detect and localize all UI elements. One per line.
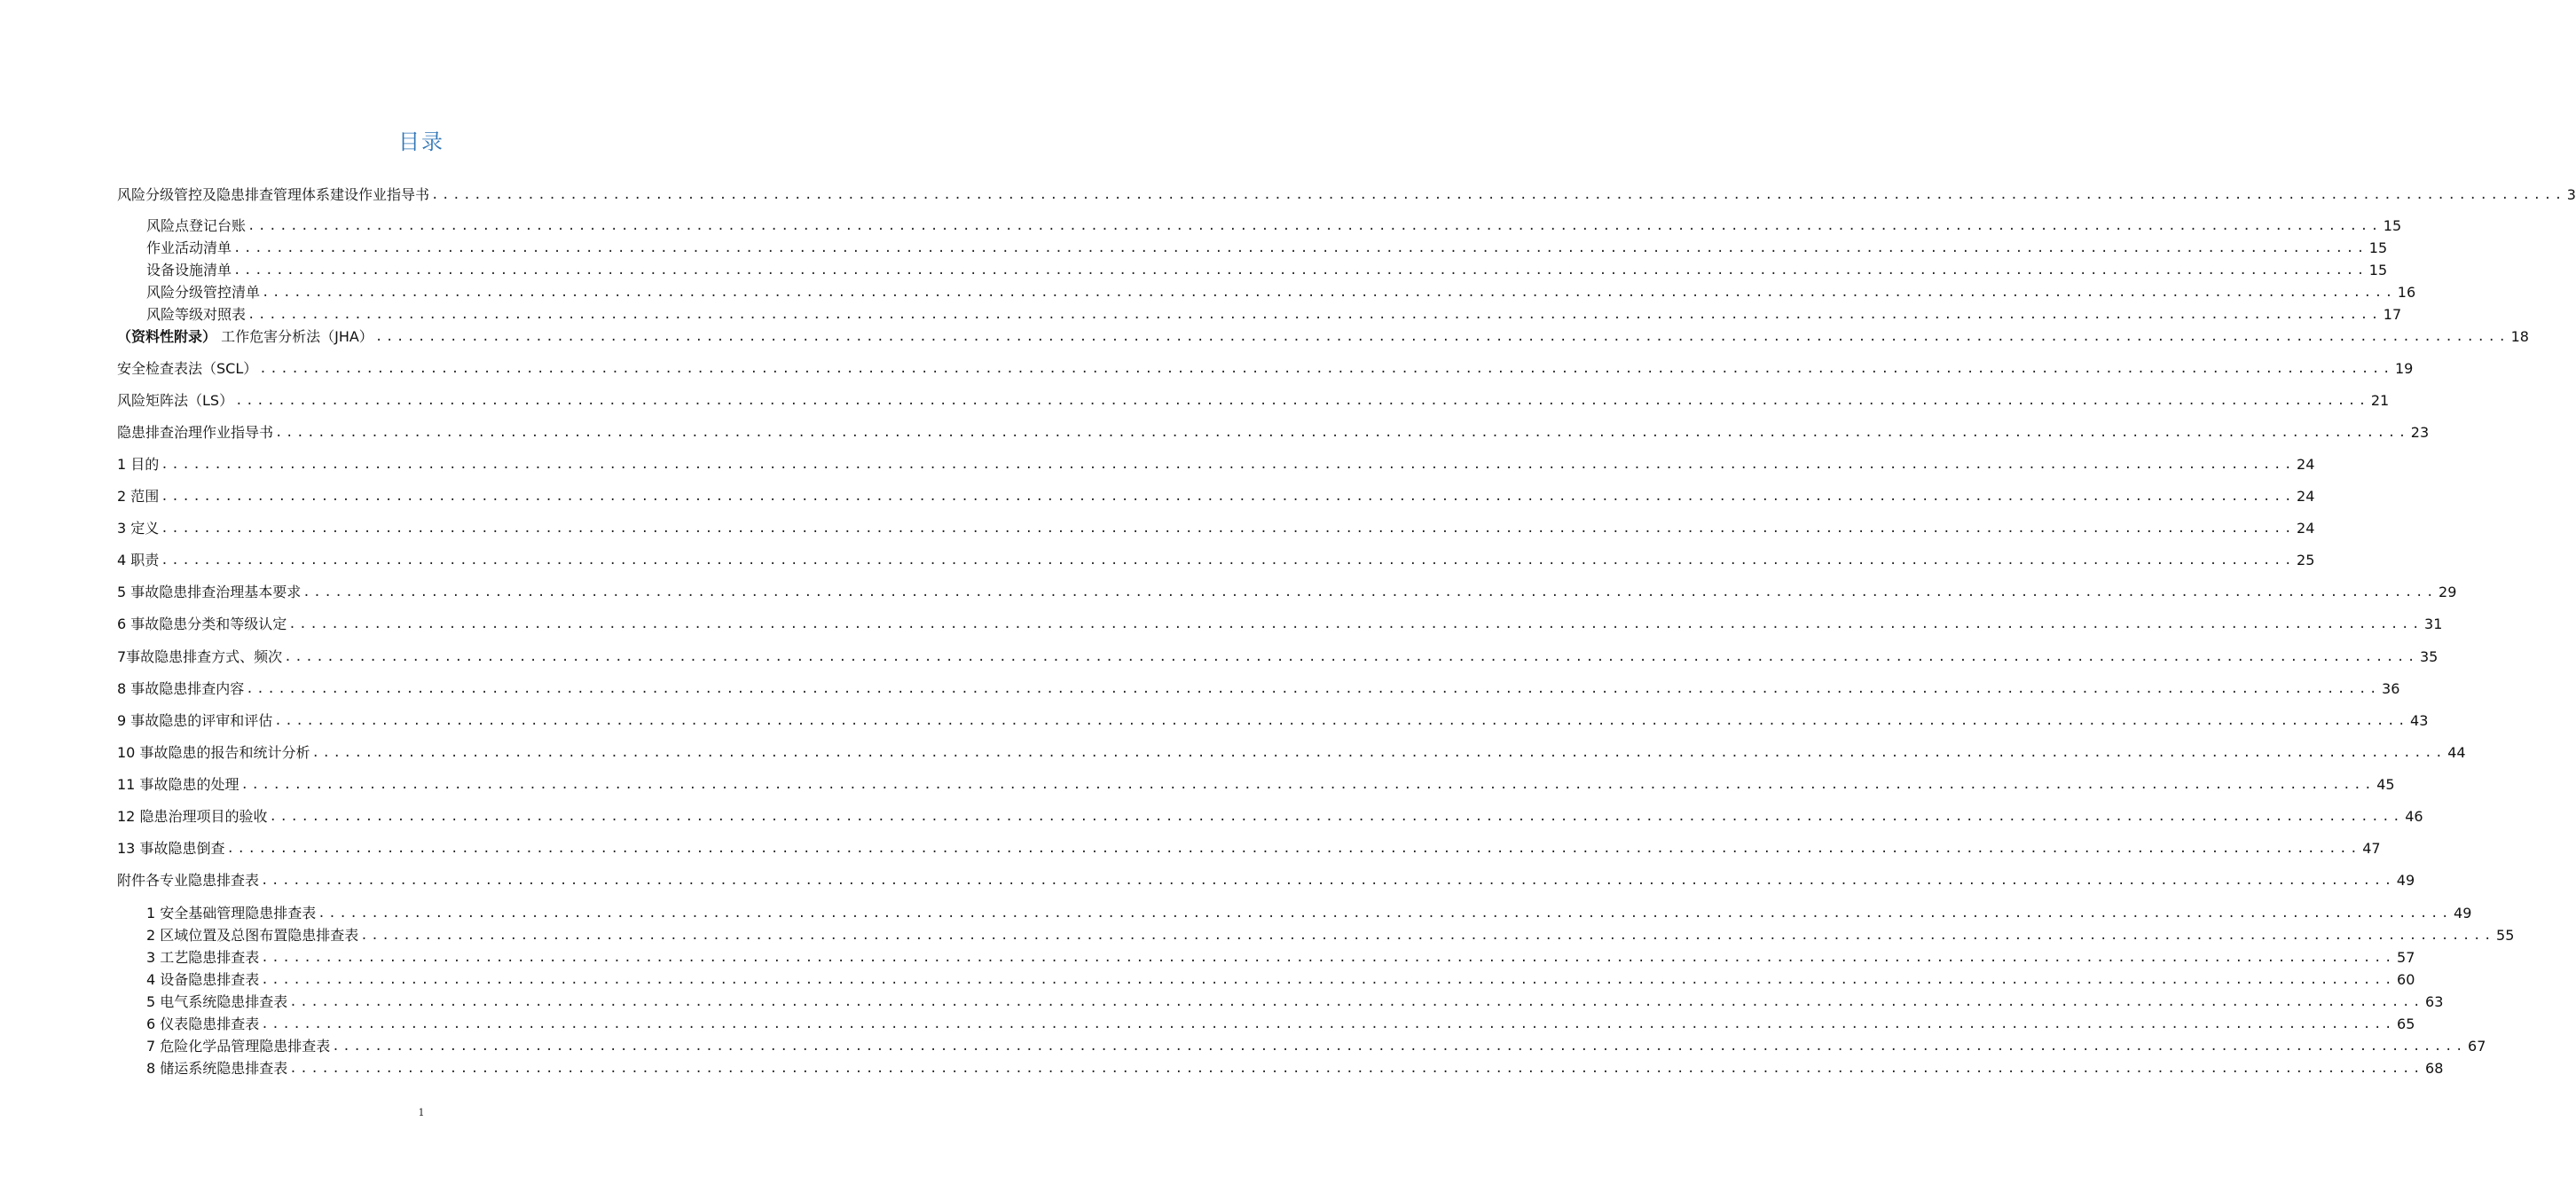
toc-dot-leader: ........................................................................................................................................................................................................ <box>161 458 2296 472</box>
toc-entry-label: 7事故隐患排查方式、频次 <box>117 648 283 665</box>
toc-entry-page: 36 <box>2382 680 2400 697</box>
toc-entry-text <box>117 423 273 443</box>
toc-entry-page: 63 <box>2425 993 2444 1010</box>
toc-dot-leader: ........................................................................................................................................................................................................ <box>226 842 2361 856</box>
toc-entry-label: 6 仪表隐患排查表 <box>146 1016 260 1032</box>
toc-dot-leader: ........................................................................................................................................................................................................ <box>161 490 2296 504</box>
toc-dot-leader: ........................................................................................................................................................................................................ <box>247 219 2382 233</box>
toc-entry-page: 25 <box>2297 552 2315 569</box>
toc-entry-text <box>146 970 259 990</box>
toc-entry[interactable] <box>146 992 2444 1012</box>
toc-entry-text <box>117 185 429 205</box>
toc-entry-text <box>146 1059 287 1078</box>
toc-entry-page: 15 <box>2368 239 2388 256</box>
toc-entry[interactable] <box>117 871 2415 890</box>
toc-entry-page: 46 <box>2405 808 2423 825</box>
toc-entry[interactable] <box>117 647 2439 667</box>
toc-entry-label: 隐患排查治理作业指导书 <box>117 424 274 441</box>
toc-entry-page: 19 <box>2395 360 2414 377</box>
toc-dot-leader: ........................................................................................................................................................................................................ <box>161 522 2296 536</box>
toc-entry-text <box>146 992 287 1012</box>
toc-entry-label: 作业活动清单 <box>146 239 232 256</box>
toc-entry-label: 风险分级管控清单 <box>146 284 261 301</box>
toc-entry[interactable] <box>146 1015 2415 1034</box>
toc-entry-page: 35 <box>2419 648 2439 665</box>
toc-entry-text <box>146 948 259 968</box>
toc-dot-leader: ........................................................................................................................................................................................................ <box>235 394 2369 408</box>
toc-entry[interactable] <box>117 583 2457 602</box>
toc-entry-text <box>117 327 373 347</box>
page-number: 1 <box>418 1107 425 1118</box>
toc-entry-page: 67 <box>2468 1038 2486 1055</box>
toc-entry[interactable] <box>146 1037 2486 1056</box>
toc-entry[interactable] <box>117 679 2400 699</box>
toc-entry-label: 3 工艺隐患排查表 <box>146 949 260 966</box>
toc-dot-leader: ........................................................................................................................................................................................................ <box>374 330 2509 344</box>
toc-dot-leader: ........................................................................................................................................................................................................ <box>233 263 2368 278</box>
toc-entry-page: 16 <box>2397 284 2416 301</box>
toc-dot-leader: ........................................................................................................................................................................................................ <box>246 682 2381 696</box>
toc-entry-page: 65 <box>2397 1016 2415 1032</box>
toc-dot-leader: ........................................................................................................................................................................................................ <box>289 1062 2424 1076</box>
toc-entry-page: 29 <box>2439 584 2457 600</box>
toc-dot-leader: ........................................................................................................................................................................................................ <box>302 585 2438 600</box>
toc-entry[interactable] <box>117 551 2315 570</box>
toc-entry[interactable] <box>146 904 2472 923</box>
toc-entry-label: 工作危害分析法（JHA） <box>216 328 373 345</box>
toc-entry[interactable] <box>117 327 2529 347</box>
toc-entry-text <box>146 216 246 236</box>
toc-entry-page: 24 <box>2297 456 2315 473</box>
toc-entry-text <box>117 839 224 859</box>
toc-entry-label: 8 储运系统隐患排查表 <box>146 1060 288 1077</box>
toc-entry-text <box>117 487 159 506</box>
toc-dot-leader: ........................................................................................................................................................................................................ <box>261 874 2395 888</box>
toc-entry-text <box>117 391 233 411</box>
toc-entry-label: 3 定义 <box>117 520 160 537</box>
toc-entry-text <box>146 305 246 325</box>
toc-dot-leader: ........................................................................................................................................................................................................ <box>261 951 2396 965</box>
toc-entry-page: 45 <box>2376 776 2395 793</box>
toc-entry-label: 风险等级对照表 <box>146 306 247 323</box>
toc-entry-page: 49 <box>2396 872 2415 889</box>
toc-entry-label: 风险分级管控及隐患排查管理体系建设作业指导书 <box>117 186 430 203</box>
toc-dot-leader: ........................................................................................................................................................................................................ <box>288 617 2423 631</box>
toc-entry-text <box>117 359 257 379</box>
toc-entry[interactable] <box>146 216 2402 236</box>
toc-entry-page: 17 <box>2383 306 2402 323</box>
toc-dot-leader: ........................................................................................................................................................................................................ <box>261 1017 2396 1031</box>
toc-entry-page: 18 <box>2510 328 2529 345</box>
toc-entry-label: 1 目的 <box>117 456 160 473</box>
toc-entry[interactable] <box>146 239 2388 258</box>
toc-entry-label: 设备设施清单 <box>146 262 232 278</box>
toc-entry-label: 5 电气系统隐患排查表 <box>146 993 288 1010</box>
toc-dot-leader: ........................................................................................................................................................................................................ <box>247 308 2382 322</box>
toc-entry-text <box>117 583 301 602</box>
toc-entry-label: 2 范围 <box>117 488 160 505</box>
toc-entry[interactable] <box>146 305 2402 325</box>
toc-entry-label: 5 事故隐患排查治理基本要求 <box>117 584 302 600</box>
toc-dot-leader: ........................................................................................................................................................................................................ <box>274 714 2409 728</box>
toc-entry[interactable] <box>146 948 2415 968</box>
toc-entry[interactable] <box>146 261 2388 280</box>
toc-dot-leader: ........................................................................................................................................................................................................ <box>431 188 2565 202</box>
toc-entry-text <box>117 615 287 634</box>
toc-entry[interactable] <box>117 423 2430 443</box>
toc-entry-text <box>146 261 232 280</box>
toc-entry-page: 43 <box>2410 712 2429 729</box>
toc-entry[interactable] <box>117 185 2576 205</box>
toc-entry[interactable] <box>117 455 2315 474</box>
toc-entry-label: 风险矩阵法（LS） <box>117 392 234 409</box>
toc-entry-page: 31 <box>2424 616 2443 632</box>
toc-entry-page: 21 <box>2370 392 2390 409</box>
toc-entry[interactable] <box>146 970 2415 990</box>
toc-entry-prefix: （资料性附录） <box>117 328 217 345</box>
toc-entry[interactable] <box>117 359 2414 379</box>
toc-entry-page: 68 <box>2425 1060 2444 1077</box>
toc-title: 目录 <box>398 129 444 154</box>
toc-entry[interactable] <box>117 615 2443 634</box>
toc-entry-label: 4 设备隐患排查表 <box>146 971 260 988</box>
toc-entry-page: 24 <box>2297 520 2315 537</box>
toc-entry-text <box>117 647 282 667</box>
toc-dot-leader: ........................................................................................................................................................................................................ <box>233 241 2368 255</box>
toc-entry-page: 57 <box>2397 949 2415 966</box>
toc-entry[interactable] <box>146 1059 2444 1078</box>
toc-entry-text <box>117 775 239 795</box>
toc-entry-label: 6 事故隐患分类和等级认定 <box>117 616 287 632</box>
toc-entry-label: 7 危险化学品管理隐患排查表 <box>146 1038 331 1055</box>
toc-dot-leader: ........................................................................................................................................................................................................ <box>332 1039 2467 1054</box>
toc-entry[interactable] <box>117 391 2390 411</box>
toc-entry-label: 安全检查表法（SCL） <box>117 360 258 377</box>
toc-entry-page: 60 <box>2397 971 2415 988</box>
toc-dot-leader: ........................................................................................................................................................................................................ <box>318 906 2453 921</box>
toc-entry-page: 15 <box>2383 217 2402 234</box>
toc-entry-text <box>117 807 267 827</box>
toc-entry[interactable] <box>117 839 2381 859</box>
toc-dot-leader: ........................................................................................................................................................................................................ <box>161 553 2296 568</box>
toc-dot-leader: ........................................................................................................................................................................................................ <box>262 286 2396 300</box>
toc-entry-label: 2 区域位置及总图布置隐患排查表 <box>146 927 359 944</box>
toc-entry-page: 15 <box>2368 262 2388 278</box>
toc-entry-text <box>117 455 159 474</box>
toc-entry-label: 10 事故隐患的报告和统计分析 <box>117 744 310 761</box>
toc-dot-leader: ........................................................................................................................................................................................................ <box>284 650 2418 664</box>
toc-dot-leader: ........................................................................................................................................................................................................ <box>261 973 2396 987</box>
toc-entry[interactable] <box>146 926 2515 945</box>
toc-dot-leader: ........................................................................................................................................................................................................ <box>360 929 2495 943</box>
toc-entry-label: 附件各专业隐患排查表 <box>117 872 260 889</box>
toc-entry-page: 3 <box>2566 186 2576 203</box>
toc-entry-page: 55 <box>2496 927 2515 944</box>
toc-entry-label: 风险点登记台账 <box>146 217 247 234</box>
toc-dot-leader: ........................................................................................................................................................................................................ <box>259 362 2393 376</box>
toc-entry-label: 11 事故隐患的处理 <box>117 776 240 793</box>
toc-entry-page: 44 <box>2447 744 2466 761</box>
toc-entry-text <box>117 551 159 570</box>
toc-entry-text <box>146 904 316 923</box>
toc-entry[interactable] <box>117 775 2395 795</box>
toc-entry[interactable] <box>117 743 2466 763</box>
toc-dot-leader: ........................................................................................................................................................................................................ <box>289 995 2424 1009</box>
toc-entry-label: 13 事故隐患倒查 <box>117 840 225 857</box>
toc-entry-text <box>117 743 310 763</box>
toc-dot-leader: ........................................................................................................................................................................................................ <box>240 778 2376 792</box>
toc-dot-leader: ........................................................................................................................................................................................................ <box>275 426 2409 440</box>
toc-entry[interactable] <box>117 807 2423 827</box>
toc-entry-text <box>146 239 232 258</box>
toc-entry[interactable] <box>117 711 2429 731</box>
toc-entry-text <box>117 519 159 538</box>
toc-entry-label: 4 职责 <box>117 552 160 569</box>
toc-entry-text <box>117 679 244 699</box>
toc-dot-leader: ........................................................................................................................................................................................................ <box>311 746 2446 760</box>
toc-entry-label: 9 事故隐患的评审和评估 <box>117 712 273 729</box>
toc-entry-text <box>117 871 259 890</box>
toc-entry-page: 47 <box>2362 840 2381 857</box>
toc-entry-text <box>146 283 260 302</box>
toc-entry-text <box>117 711 272 731</box>
toc-entry-label: 8 事故隐患排查内容 <box>117 680 245 697</box>
toc-entry-text <box>146 1037 330 1056</box>
toc-entry[interactable] <box>117 519 2315 538</box>
toc-entry[interactable] <box>146 283 2416 302</box>
toc-entry-page: 24 <box>2297 488 2315 505</box>
toc-entry-text <box>146 926 358 945</box>
toc-entry-text <box>146 1015 259 1034</box>
toc-entry-page: 23 <box>2410 424 2430 441</box>
toc-entry-page: 49 <box>2454 905 2472 921</box>
toc-entry-label: 12 隐患治理项目的验收 <box>117 808 268 825</box>
toc-entry[interactable] <box>117 487 2315 506</box>
toc-entry-label: 1 安全基础管理隐患排查表 <box>146 905 317 921</box>
toc-dot-leader: ........................................................................................................................................................................................................ <box>269 810 2404 824</box>
